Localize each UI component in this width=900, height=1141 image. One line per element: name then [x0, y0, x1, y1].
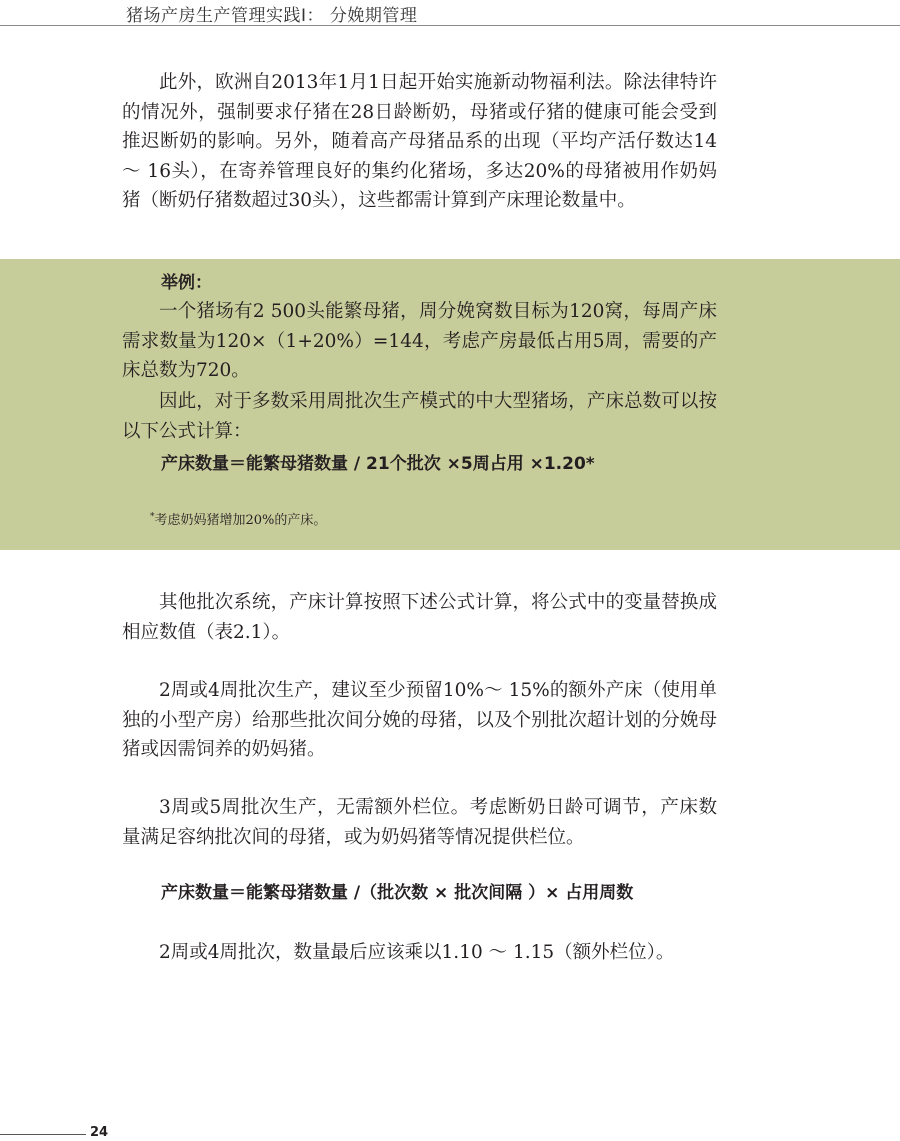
example-formula: 产床数量＝能繁母猪数量 / 21个批次 ×5周占用 ×1.20*: [161, 454, 595, 474]
general-formula: 产床数量＝能繁母猪数量 /（批次数 × 批次间隔 ）× 占用周数: [161, 883, 634, 903]
example-heading: 举例：: [161, 273, 212, 293]
running-header: [0, 0, 900, 26]
example-paragraph-1: 一个猪场有2 500头能繁母猪，周分娩窝数目标为120窝，每周产床需求数量为120×（1+20%）=144，考虑产房最低占用5周，需要的产床总数为720。: [122, 301, 717, 381]
example-paragraph-2: 因此，对于多数采用周批次生产模式的中大型猪场，产床总数可以按以下公式计算：: [122, 391, 717, 442]
two-four-week-paragraph: 2周或4周批次生产，建议至少预留10%～ 15%的额外产床（使用单独的小型产房）给那些批次间分娩的母猪，以及个别批次超计划的分娩母猪或因需饲养的奶妈猪。: [122, 680, 717, 760]
intro-paragraph: 此外，欧洲自2013年1月1日起开始实施新动物福利法。除法律特许的情况外，强制要求仔猪在28日龄断奶，母猪或仔猪的健康可能会受到推迟断奶的影响。另外，随着高产母猪品系的出现（平均产活仔数达14 ～ 16头），在寄养管理良好的集约化猪场，多达20%的母猪被用作奶妈猪（断奶仔猪数超过30头），这些都需计算到产床理论数量中。: [122, 72, 717, 211]
page-number: 24: [90, 1125, 109, 1140]
footnote-text: 考虑奶妈猪增加20%的产床。: [154, 513, 327, 528]
footnote-mark: *: [150, 512, 155, 522]
example-box: [0, 259, 900, 550]
batch-systems-paragraph: 其他批次系统，产床计算按照下述公式计算，将公式中的变量替换成相应数值（表2.1）。: [122, 592, 717, 643]
running-title: 猪场产房生产管理实践Ⅰ： 分娩期管理: [126, 6, 418, 26]
multiplier-paragraph: 2周或4周批次，数量最后应该乘以1.10 ～ 1.15（额外栏位）。: [159, 942, 675, 963]
three-five-week-paragraph: 3周或5周批次生产，无需额外栏位。考虑断奶日龄可调节，产床数量满足容纳批次间的母猪，或为奶妈猪等情况提供栏位。: [122, 797, 717, 848]
example-footnote: [150, 507, 326, 531]
footer-rule: [0, 1134, 86, 1135]
